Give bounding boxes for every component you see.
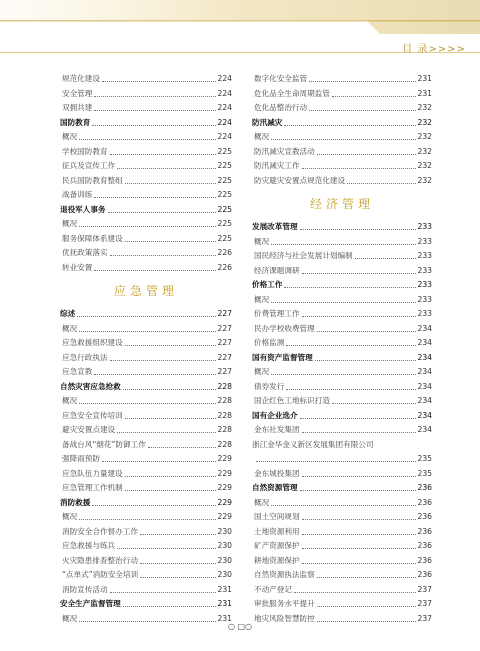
toc-entry-label: 服务保障体系建设 — [62, 233, 123, 243]
toc-page-number: 232 — [417, 161, 432, 170]
toc-page-number: 232 — [417, 175, 432, 185]
toc-page-number: 224 — [217, 103, 232, 112]
dot-leader — [302, 539, 416, 554]
toc-heading-entry[interactable] — [60, 307, 232, 322]
page-number-mark: ○ □○ — [227, 622, 253, 631]
toc-entry[interactable] — [60, 159, 232, 174]
toc-page-number: 225 — [217, 146, 232, 156]
toc-page-number: 232 — [417, 117, 432, 127]
toc-entry-label: 消防救援 — [60, 497, 91, 507]
dot-leader — [117, 539, 215, 554]
dot-leader — [94, 365, 215, 380]
toc-entry[interactable] — [60, 174, 232, 189]
dot-leader — [110, 351, 216, 366]
dot-leader — [317, 568, 416, 583]
toc-page-number: 232 — [417, 132, 432, 141]
section-title: 经济管理 — [309, 197, 374, 211]
dot-leader — [302, 467, 416, 482]
toc-page-number: 230 — [217, 570, 232, 579]
toc-entry[interactable] — [60, 261, 232, 276]
toc-page-number: 231 — [217, 599, 232, 608]
dot-leader — [347, 174, 415, 189]
dot-leader — [302, 159, 416, 174]
toc-heading-entry[interactable] — [60, 380, 232, 395]
toc-page-number: 231 — [217, 584, 232, 594]
toc-page-number: 228 — [217, 410, 232, 420]
toc-page-number: 228 — [217, 439, 232, 449]
dot-leader — [92, 116, 215, 131]
toc-entry-label: 规范化建设 — [62, 74, 100, 83]
toc-entry[interactable] — [252, 380, 432, 395]
toc-page-number: 237 — [417, 584, 432, 594]
toc-entry-label: 概况 — [62, 132, 78, 141]
toc-entry[interactable] — [252, 174, 432, 189]
toc-entry-label: 应急救援组织建设 — [62, 338, 123, 347]
toc-entry-label: 强降雨预防 — [62, 454, 100, 463]
dot-leader — [271, 365, 415, 380]
toc-entry-label: 概况 — [62, 512, 78, 521]
toc-page-number: 228 — [217, 381, 232, 391]
toc-entry[interactable] — [60, 101, 232, 116]
toc-entry[interactable] — [252, 467, 432, 482]
dot-leader — [148, 438, 216, 453]
dot-leader — [125, 481, 216, 496]
toc-entry-label: 概况 — [62, 219, 78, 228]
dot-leader — [79, 322, 215, 337]
toc-entry-label: 危化品整治行动 — [254, 103, 308, 112]
dot-leader — [102, 72, 216, 87]
toc-entry-label: 价格监测 — [254, 338, 285, 347]
toc-entry-label: 安全管理 — [62, 88, 93, 98]
dot-leader — [79, 217, 215, 232]
dot-leader — [302, 510, 416, 525]
toc-page-number: 232 — [417, 103, 432, 112]
toc-entry-label: 概况 — [62, 323, 78, 333]
toc-entry[interactable] — [60, 452, 232, 467]
toc-entry[interactable] — [60, 188, 232, 203]
toc-entry-label: “点单式”消防安全培训 — [62, 570, 139, 579]
dot-leader — [117, 423, 215, 438]
dot-leader — [79, 130, 215, 145]
dot-leader — [94, 87, 215, 102]
toc-left-column — [60, 72, 232, 626]
toc-page-number: 229 — [217, 512, 232, 521]
toc-entry-label: 国防教育 — [60, 117, 91, 127]
toc-entry[interactable] — [252, 264, 432, 279]
toc-heading-entry[interactable] — [252, 278, 432, 293]
toc-entry-label: 备战台风“烟花”防御工作 — [62, 439, 146, 449]
toc-entry[interactable] — [252, 597, 432, 612]
toc-entry[interactable] — [60, 72, 232, 87]
dot-leader — [102, 452, 216, 467]
toc-page-number: 234 — [417, 410, 432, 420]
toc-page-number: 224 — [217, 74, 232, 83]
toc-entry[interactable] — [252, 438, 432, 453]
toc-page-number: 234 — [417, 396, 432, 405]
toc-entry[interactable] — [252, 525, 432, 540]
toc-heading-entry[interactable] — [60, 597, 232, 612]
dot-leader — [317, 597, 416, 612]
dot-leader — [317, 322, 416, 337]
toc-page-number: 234 — [417, 425, 432, 434]
toc-page-number: 232 — [417, 146, 432, 156]
toc-page-number: 224 — [217, 88, 232, 98]
toc-entry-label: 学校国防教育 — [62, 146, 108, 156]
toc-entry-label: 自然资源执法监察 — [254, 570, 315, 579]
dot-leader — [286, 336, 415, 351]
toc-entry[interactable] — [252, 510, 432, 525]
toc-right-column — [252, 72, 432, 626]
dot-leader — [92, 496, 215, 511]
dot-leader — [309, 101, 415, 116]
toc-entry[interactable] — [252, 235, 432, 250]
dot-leader — [140, 554, 216, 569]
dot-leader — [123, 380, 216, 395]
toc-entry[interactable] — [252, 423, 432, 438]
toc-entry-label: 综述 — [60, 309, 76, 318]
dot-leader — [317, 145, 416, 160]
toc-entry-label: 征兵及宣传工作 — [62, 161, 116, 170]
toc-page-number: 225 — [217, 219, 232, 228]
toc-page-number: 226 — [217, 262, 232, 272]
toc-page-number: 236 — [417, 526, 432, 536]
toc-entry[interactable] — [60, 438, 232, 453]
toc-entry-label: 概况 — [254, 367, 270, 376]
dot-leader — [271, 293, 415, 308]
toc-entry-label: 审批服务水平提升 — [254, 599, 315, 608]
toc-entry[interactable] — [252, 394, 432, 409]
dot-leader — [108, 203, 216, 218]
toc-entry-label: 浙江金华金义新区发展集团有限公司 — [252, 439, 374, 449]
toc-heading-entry[interactable] — [252, 409, 432, 424]
dot-leader — [117, 159, 215, 174]
toc-entry-label: 应急宣教 — [62, 367, 93, 376]
toc-page-number: 224 — [217, 132, 232, 141]
toc-entry[interactable] — [60, 467, 232, 482]
toc-entry-label: 避灾安置点建设 — [62, 425, 116, 434]
dot-leader — [271, 496, 415, 511]
dot-leader — [355, 249, 416, 264]
toc-entry-label: 防灾避灾安置点规范化建设 — [254, 175, 346, 185]
toc-entry-label: 消防安全合作督办工作 — [62, 526, 138, 536]
toc-page-number: 227 — [217, 338, 232, 347]
dot-leader — [302, 307, 416, 322]
toc-page-number: 234 — [417, 367, 432, 376]
toc-entry-label: 金东城投集团 — [254, 468, 300, 478]
toc-page-number: 225 — [217, 204, 232, 214]
toc-heading-entry[interactable] — [252, 220, 432, 235]
section-title: 应急管理 — [113, 284, 178, 298]
toc-entry[interactable] — [60, 525, 232, 540]
toc-entry-label: 战备训练 — [62, 190, 93, 199]
dot-leader — [110, 145, 216, 160]
toc-entry-label: 概况 — [254, 132, 270, 141]
toc-page-number: 227 — [217, 367, 232, 376]
dot-leader — [302, 525, 416, 540]
dot-leader — [271, 130, 415, 145]
toc-entry[interactable] — [60, 87, 232, 102]
toc-entry-label: 概况 — [254, 294, 270, 304]
dot-leader — [284, 278, 415, 293]
toc-page-number: 231 — [417, 74, 432, 83]
toc-entry[interactable] — [252, 101, 432, 116]
dot-leader — [300, 481, 416, 496]
toc-entry-label: 自然资源管理 — [252, 483, 298, 492]
toc-page-number: 225 — [217, 233, 232, 243]
dot-leader — [140, 568, 215, 583]
toc-page-number: 236 — [417, 555, 432, 565]
toc-entry-label: 数字化安全监管 — [254, 74, 308, 83]
dot-leader — [79, 394, 215, 409]
dot-leader — [125, 409, 216, 424]
toc-header-title: 目 录>>>> — [402, 44, 466, 55]
toc-entry[interactable] — [60, 394, 232, 409]
toc-entry-label: 不动产登记 — [254, 584, 292, 594]
toc-page-number: 230 — [217, 541, 232, 550]
toc-page-number: 236 — [417, 497, 432, 507]
toc-entry-label: 应急安全宣传培训 — [62, 410, 123, 420]
toc-heading-entry[interactable] — [60, 116, 232, 131]
toc-entry[interactable] — [252, 307, 432, 322]
dot-leader — [140, 525, 216, 540]
dot-leader — [125, 232, 216, 247]
toc-entry-label: 优抚政策落实 — [62, 248, 108, 257]
toc-entry[interactable] — [252, 336, 432, 351]
toc-entry-label: 安全生产监督管理 — [60, 599, 121, 608]
dot-leader — [256, 452, 416, 467]
toc-entry-label: 金东社发集团 — [254, 425, 300, 434]
toc-page-number: 233 — [417, 280, 432, 289]
toc-entry-label: 消防宣传活动 — [62, 584, 108, 594]
toc-entry-label: 双拥共建 — [62, 103, 93, 112]
toc-page-number: 231 — [217, 613, 232, 623]
toc-entry[interactable] — [252, 145, 432, 160]
toc-entry[interactable] — [252, 130, 432, 145]
toc-page-number: 226 — [217, 248, 232, 257]
toc-entry-label: 防汛减灾 — [252, 117, 283, 127]
header-decoration — [0, 0, 480, 56]
toc-entry-label: 概况 — [62, 613, 78, 623]
toc-entry-label: 民办学校收费管理 — [254, 323, 315, 333]
toc-page-number: 235 — [417, 454, 432, 463]
dot-leader — [125, 336, 216, 351]
toc-page-number: 231 — [417, 88, 432, 98]
toc-entry[interactable] — [252, 554, 432, 569]
toc-entry[interactable] — [252, 293, 432, 308]
toc-page-number: 225 — [217, 175, 232, 185]
toc-entry[interactable] — [60, 423, 232, 438]
toc-entry[interactable] — [60, 510, 232, 525]
toc-page-number: 233 — [417, 236, 432, 246]
toc-entry-label: 国有企业选介 — [252, 410, 298, 420]
toc-entry-label: 应急救援与练兵 — [62, 541, 116, 550]
toc-entry-label: 国民经济与社会发展计划编制 — [254, 251, 353, 260]
dot-leader — [284, 116, 415, 131]
dot-leader — [294, 583, 416, 598]
toc-page-number: 234 — [417, 352, 432, 362]
toc-page-number: 233 — [417, 251, 432, 260]
dot-leader — [271, 235, 415, 250]
toc-entry[interactable] — [60, 365, 232, 380]
toc-heading-entry[interactable] — [60, 496, 232, 511]
dot-leader — [302, 554, 416, 569]
dot-leader — [332, 87, 416, 102]
toc-entry[interactable] — [252, 87, 432, 102]
dot-leader — [110, 246, 216, 261]
toc-heading-entry[interactable] — [252, 351, 432, 366]
toc-entry-label: 退役军人事务 — [60, 204, 106, 214]
toc-entry-label: 应急管理工作机制 — [62, 483, 123, 492]
toc-page-number: 237 — [417, 599, 432, 608]
dot-leader — [94, 101, 215, 116]
toc-entry[interactable] — [252, 452, 432, 467]
toc-page-number: 236 — [417, 512, 432, 521]
toc-entry-label: 概况 — [62, 396, 78, 405]
toc-entry[interactable] — [252, 322, 432, 337]
toc-entry[interactable] — [252, 568, 432, 583]
toc-entry-label: 防汛减灾工作 — [254, 161, 300, 170]
toc-page-number: 233 — [417, 265, 432, 275]
dot-leader — [77, 307, 215, 322]
toc-entry[interactable] — [60, 583, 232, 598]
toc-page-number: 234 — [417, 381, 432, 391]
toc-entry[interactable] — [60, 246, 232, 261]
toc-entry-label: 应急行政执法 — [62, 352, 108, 362]
toc-entry[interactable] — [252, 72, 432, 87]
toc-heading-entry[interactable] — [252, 116, 432, 131]
toc-entry[interactable] — [60, 130, 232, 145]
toc-entry[interactable] — [60, 145, 232, 160]
dot-leader — [309, 72, 415, 87]
toc-page-number: 228 — [217, 425, 232, 434]
toc-entry-label: 经济课题调研 — [254, 265, 300, 275]
toc-page-number: 225 — [217, 190, 232, 199]
dot-leader — [332, 394, 416, 409]
toc-entry-label: 应急队伍力量建设 — [62, 468, 123, 478]
dot-leader — [125, 467, 216, 482]
toc-entry[interactable] — [60, 351, 232, 366]
toc-entry[interactable] — [60, 217, 232, 232]
toc-page-number: 234 — [417, 323, 432, 333]
dot-leader — [94, 188, 215, 203]
dot-leader — [123, 597, 216, 612]
toc-page-number: 235 — [417, 468, 432, 478]
toc-entry-label: 地灾风险智慧防控 — [254, 613, 315, 623]
toc-entry-label: 民兵国防教育整组 — [62, 175, 123, 185]
toc-page-number: 233 — [417, 294, 432, 304]
toc-page-number: 225 — [217, 161, 232, 170]
toc-entry-label: 火灾隐患排查整治行动 — [62, 555, 138, 565]
toc-entry[interactable] — [60, 322, 232, 337]
toc-entry-label: 转业安置 — [62, 262, 93, 272]
toc-entry-label: 危化品全生命周期监管 — [254, 88, 330, 98]
toc-page-number: 230 — [217, 555, 232, 565]
toc-page-number: 227 — [217, 323, 232, 333]
dot-leader — [79, 510, 215, 525]
toc-entry-label: 土地资源利用 — [254, 526, 300, 536]
toc-entry[interactable] — [60, 409, 232, 424]
toc-page-number: 224 — [217, 117, 232, 127]
toc-entry[interactable] — [60, 568, 232, 583]
toc-entry[interactable] — [60, 336, 232, 351]
toc-page-number: 229 — [217, 468, 232, 478]
toc-entry[interactable] — [252, 539, 432, 554]
toc-entry-label: 矿产资源保护 — [254, 541, 300, 550]
toc-page-number: 236 — [417, 570, 432, 579]
dot-leader — [125, 174, 216, 189]
toc-entry-label: 防汛减灾宣教活动 — [254, 146, 315, 156]
toc-entry[interactable] — [252, 249, 432, 264]
toc-entry-label: 国有资产监督管理 — [252, 352, 313, 362]
toc-entry[interactable] — [60, 554, 232, 569]
dot-leader — [315, 351, 416, 366]
toc-page-number: 227 — [217, 309, 232, 318]
toc-page-number: 230 — [217, 526, 232, 536]
toc-page-number: 236 — [417, 541, 432, 550]
toc-entry-label: 价格工作 — [252, 280, 283, 289]
toc-page-number: 227 — [217, 352, 232, 362]
toc-entry[interactable] — [252, 159, 432, 174]
toc-page-number: 234 — [417, 338, 432, 347]
toc-entry[interactable] — [252, 583, 432, 598]
toc-page-number: 229 — [217, 483, 232, 492]
dot-leader — [94, 261, 215, 276]
toc-page-number: 228 — [217, 396, 232, 405]
toc-entry-label: 债券发行 — [254, 381, 285, 391]
dot-leader — [300, 220, 416, 235]
dot-leader — [302, 423, 416, 438]
toc-page-number: 229 — [217, 497, 232, 507]
toc-entry-label: 概况 — [254, 497, 270, 507]
dot-leader — [300, 409, 416, 424]
toc-entry[interactable] — [60, 232, 232, 247]
toc-heading-entry[interactable] — [252, 481, 432, 496]
toc-entry[interactable] — [60, 481, 232, 496]
toc-page-number: 229 — [217, 454, 232, 463]
toc-page-number: 237 — [417, 613, 432, 623]
toc-entry-label: 耕地资源保护 — [254, 555, 300, 565]
toc-page-number: 233 — [417, 222, 432, 231]
dot-leader — [110, 583, 216, 598]
toc-page-number: 233 — [417, 309, 432, 318]
toc-entry-label: 国土空间规划 — [254, 512, 300, 521]
dot-leader — [286, 380, 415, 395]
toc-entry[interactable] — [252, 496, 432, 511]
toc-entry-label: 发展改革管理 — [252, 222, 298, 231]
toc-heading-entry[interactable] — [60, 203, 232, 218]
toc-entry-label: 国企红色工地标识打造 — [254, 396, 330, 405]
toc-entry-label: 概况 — [254, 236, 270, 246]
toc-entry-label: 价费管理工作 — [254, 309, 300, 318]
toc-entry[interactable] — [60, 539, 232, 554]
dot-leader — [302, 264, 416, 279]
toc-entry-label: 自然灾害应急抢救 — [60, 381, 121, 391]
toc-entry[interactable] — [252, 365, 432, 380]
toc-page-number: 236 — [417, 483, 432, 492]
